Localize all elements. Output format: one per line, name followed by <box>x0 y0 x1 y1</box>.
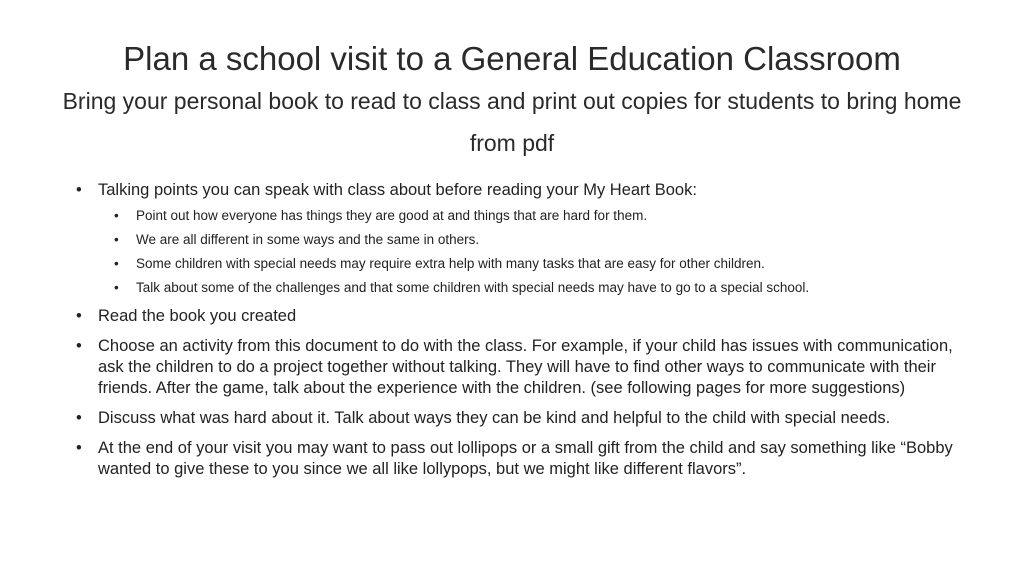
bullet-icon: • <box>114 256 119 271</box>
sub-list-item <box>114 207 956 225</box>
list-item <box>76 438 956 480</box>
bullet-icon: • <box>76 181 82 199</box>
bullet-icon: • <box>76 337 82 355</box>
sub-list-item <box>114 255 956 273</box>
bullet-icon: • <box>114 280 119 295</box>
sub-list-item-text: We are all different in some ways and the same in others. <box>136 232 480 247</box>
sub-list-item-text: Talk about some of the challenges and that some children with special needs may have to go to a special school. <box>136 280 810 295</box>
list-item-text: Talking points you can speak with class about before reading your My Heart Book: <box>98 181 697 199</box>
slide-subtitle: Bring your personal book to read to class and print out copies for students to bring home from pdf <box>62 88 962 156</box>
sub-list-item <box>114 231 956 249</box>
bullet-icon: • <box>76 409 82 427</box>
sub-list-item-text: Some children with special needs may require extra help with many tasks that are easy for other children. <box>136 256 765 271</box>
list-item-text: Read the book you created <box>98 307 297 325</box>
bullet-icon: • <box>114 208 119 223</box>
list-item <box>76 336 956 399</box>
sub-bullet-list <box>98 207 956 297</box>
bullet-list <box>76 180 956 480</box>
bullet-icon: • <box>76 307 82 325</box>
title-block <box>60 38 964 164</box>
bullet-icon: • <box>114 232 119 247</box>
list-item <box>76 180 956 297</box>
list-item-text: At the end of your visit you may want to pass out lollipops or a small gift from the child and say something like “Bobby wanted to give these to you since we all like lollypops, but we might like different flavors”. <box>98 439 953 478</box>
bullet-list-container <box>76 180 956 489</box>
sub-list-item-text: Point out how everyone has things they are good at and things that are hard for them. <box>136 208 648 223</box>
list-item <box>76 306 956 327</box>
slide-title: Plan a school visit to a General Education Classroom <box>123 40 901 77</box>
sub-list-item <box>114 279 956 297</box>
list-item-text: Discuss what was hard about it. Talk about ways they can be kind and helpful to the child with special needs. <box>98 409 891 427</box>
bullet-icon: • <box>76 439 82 457</box>
list-item-text: Choose an activity from this document to do with the class. For example, if your child has issues with communication, ask the children to do a project together without talking. They will have to find other ways to communicate with their friends. After the game, talk about the experience with the children. (see following pages for more suggestions) <box>98 337 953 397</box>
list-item <box>76 408 956 429</box>
